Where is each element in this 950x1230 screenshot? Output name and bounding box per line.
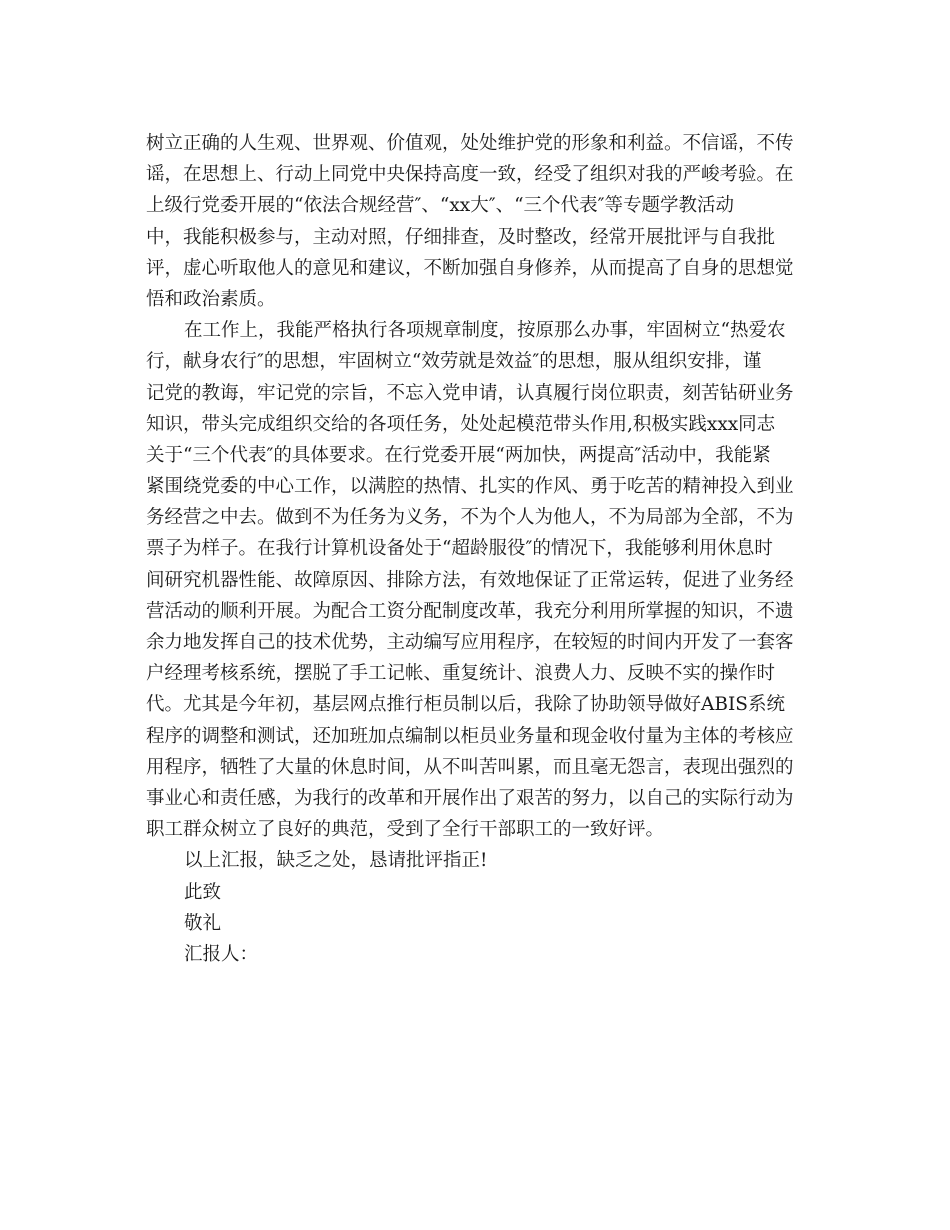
text-line: 用程序，牺牲了大量的休息时间，从不叫苦叫累，而且毫无怨言，表现出强烈的 [146,756,794,778]
salutation-line: 敬礼 [184,912,222,934]
text-line: 代。尤其是今年初，基层网点推行柜员制以后，我除了协助领导做好ABIS系统 [146,694,785,716]
text-line: 树立正确的人生观、世界观、价值观，处处维护党的形象和利益。不信谣，不传 [146,133,794,154]
text-line: 悟和政治素质。 [146,288,276,310]
salutation-line: 此致 [184,881,222,903]
closing-remark: 以上汇报，缺乏之处，恳请批评指正! [184,850,488,872]
text-line: 事业心和责任感，为我行的改革和开展作出了艰苦的努力，以自己的实际行动为 [146,787,794,809]
text-line: 紧围绕党委的中心工作，以满腔的热情、扎实的作风、勇于吃苦的精神投入到业 [146,476,794,498]
text-line: 票子为样子。在我行计算机设备处于“超龄服役″的情况下，我能够利用休息时 [146,538,773,560]
text-line: 间研究机器性能、故障原因、排除方法，有效地保证了正常运转，促进了业务经 [146,569,794,591]
text-line: 户经理考核系统，摆脱了手工记帐、重复统计、浪费人力、反映不实的操作时 [146,663,776,685]
text-line: 上级行党委开展的“依法合规经营″、“xx大″、“三个代表″等专题学教活动 [146,195,734,217]
signature-label: 汇报人： [184,943,259,965]
text-line: 务经营之中去。做到不为任务为义务，不为个人为他人，不为局部为全部，不为 [146,507,794,529]
document-body [146,128,806,970]
text-line: 关于“三个代表″的具体要求。在行党委开展“两加快，两提高″活动中，我能紧 [146,444,771,466]
text-line: 谣，在思想上、行动上同党中央保持高度一致，经受了组织对我的严峻考验。在 [146,164,794,186]
text-line: 职工群众树立了良好的典范，受到了全行干部职工的一致好评。 [146,819,665,841]
text-line: 余力地发挥自己的技术优势，主动编写应用程序，在较短的时间内开发了一套客 [146,632,794,653]
text-line: 程序的调整和测试，还加班加点编制以柜员业务量和现金收付量为主体的考核应 [146,725,794,747]
text-line: 中，我能积极参与，主动对照，仔细排查，及时整改，经常开展批评与自我批 [146,226,776,248]
text-line: 记党的教诲，牢记党的宗旨，不忘入党申请，认真履行岗位职责，刻苦钻研业务 [146,382,794,404]
text-line: 知识，带头完成组织交给的各项任务，处处起模范带头作用,积极实践xxx同志 [146,413,776,435]
paragraph-start-line: 在工作上，我能严格执行各项规章制度，按原那么办事，牢固树立“热爱农 [184,320,786,342]
text-line: 营活动的顺利开展。为配合工资分配制度改革，我充分利用所掌握的知识，不遗 [146,600,794,622]
text-line: 评，虚心听取他人的意见和建议，不断加强自身修养，从而提高了自身的思想觉 [146,257,794,279]
text-line: 行，献身农行″的思想，牢固树立“效劳就是效益″的思想，服从组织安排，谨 [146,351,762,373]
